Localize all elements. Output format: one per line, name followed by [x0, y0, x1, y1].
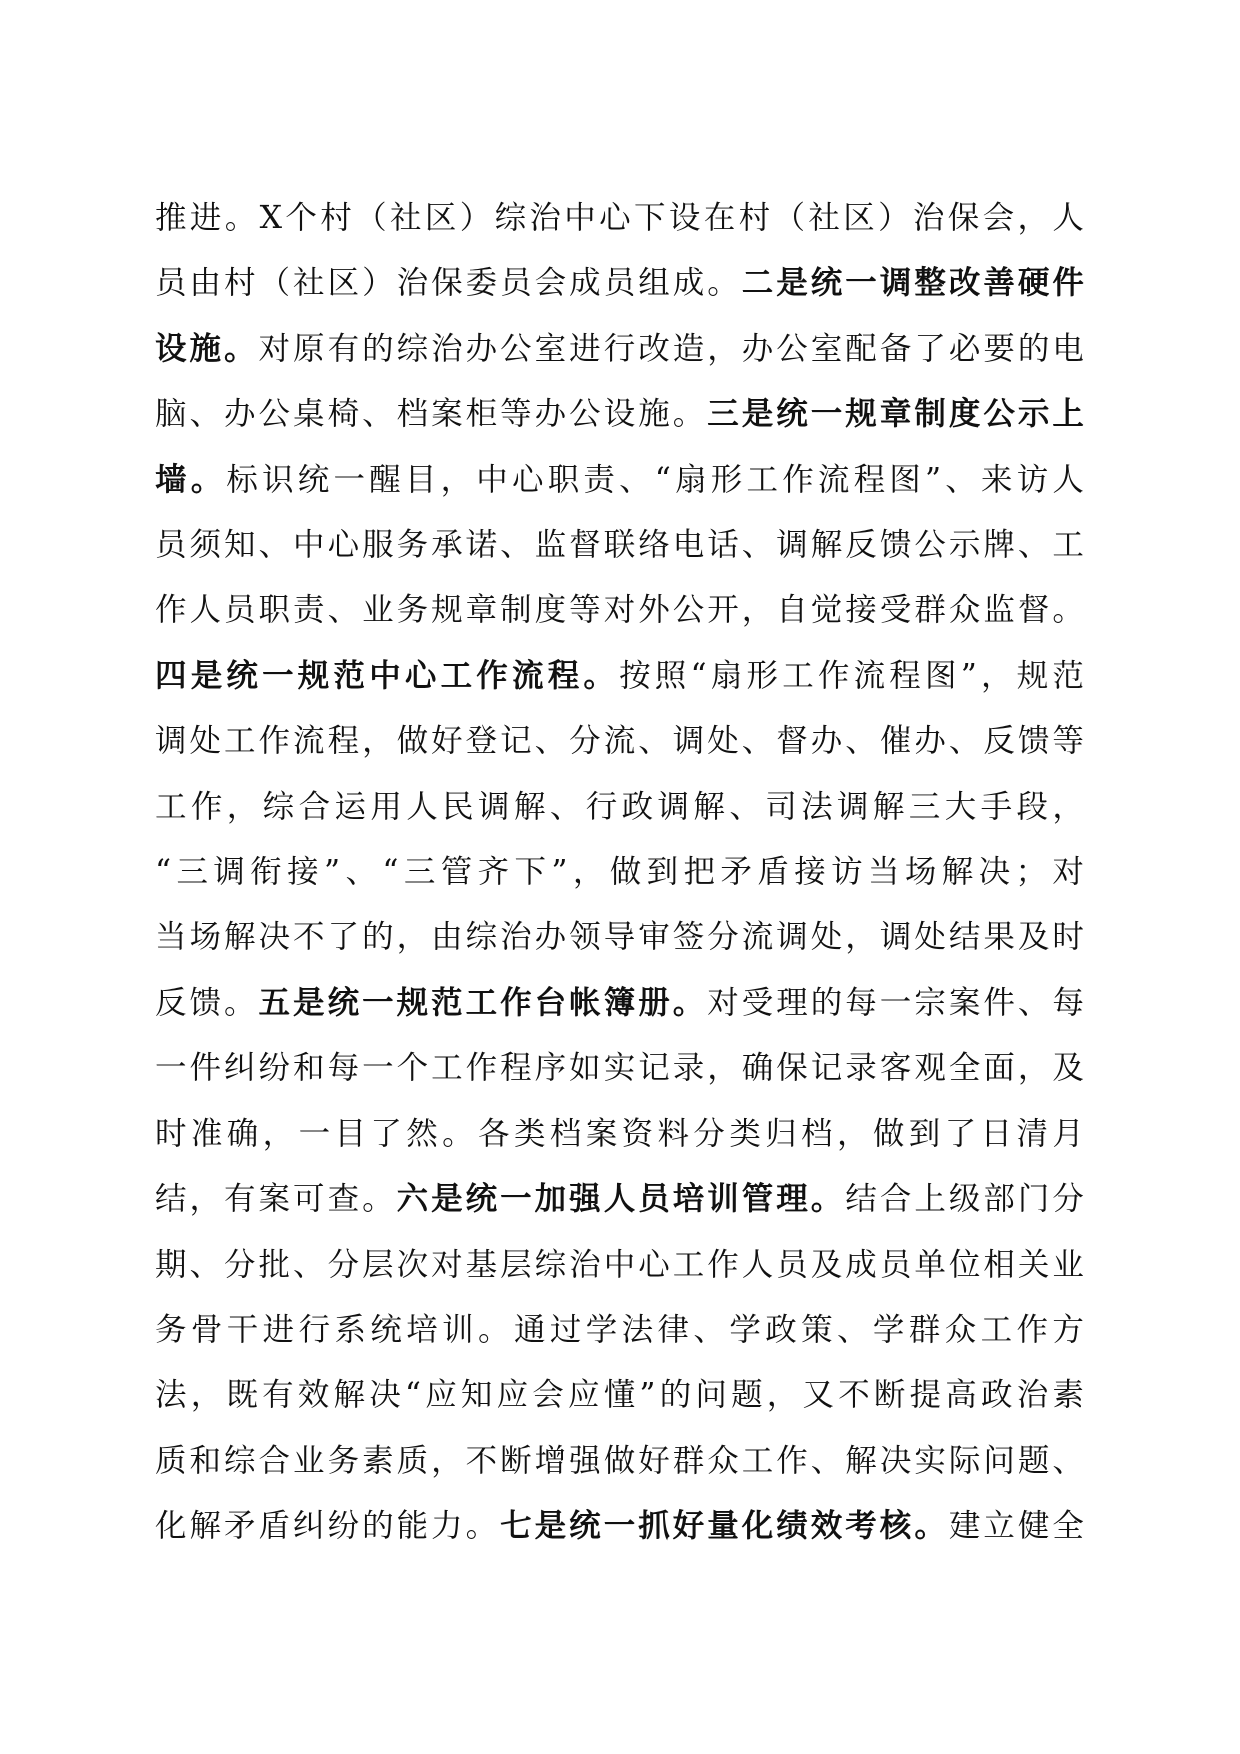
text-line [155, 251, 1085, 316]
text-line [155, 1233, 1085, 1298]
body-text-run: 建立健全 [948, 1508, 1085, 1545]
body-text-run: 法，既有效解决“应知应会应懂”的问题，又不断提高政治素 [155, 1377, 1085, 1414]
body-text-run: 结合上级部门分 [845, 1181, 1086, 1218]
body-text-run: 推进。X个村（社区）综治中心下设在村（社区）治保会，人 [155, 200, 1085, 236]
body-text-run: 工作，综合运用人民调解、行政调解、司法调解三大手段， [155, 788, 1085, 825]
text-line [155, 513, 1085, 578]
body-text-run: 质和综合业务素质，不断增强做好群众工作、解决实际问题、 [155, 1442, 1085, 1479]
body-text-run: 期、分批、分层次对基层综治中心工作人员及成员单位相关业 [155, 1246, 1085, 1283]
text-line [155, 775, 1085, 840]
body-text-run: 反馈。 [155, 984, 259, 1021]
text-line [155, 644, 1085, 709]
body-text-run: 当场解决不了的，由综治办领导审签分流调处，调处结果及时 [155, 919, 1085, 956]
bold-heading-phrase: 六是统一加强人员培训管理。 [396, 1181, 846, 1218]
text-line [155, 1036, 1085, 1101]
body-text-run: 按照“扇形工作流程图”，规范 [619, 657, 1085, 694]
text-line [155, 905, 1085, 970]
bold-heading-phrase: 二是统一调整改善硬件 [741, 265, 1085, 302]
bold-heading-phrase: 七是统一抓好量化绩效考核。 [500, 1508, 949, 1545]
body-paragraph [155, 186, 1085, 1560]
text-line [155, 448, 1085, 513]
bold-heading-phrase: 五是统一规范工作台帐簿册。 [258, 984, 708, 1021]
text-line [155, 1429, 1085, 1494]
body-text-run: 调处工作流程，做好登记、分流、调处、督办、催办、反馈等 [155, 723, 1085, 760]
body-text-run: 脑、办公桌椅、档案柜等办公设施。 [155, 396, 708, 433]
bold-heading-phrase: 墙。 [155, 461, 227, 498]
text-line [155, 1298, 1085, 1363]
body-text-run: 一件纠纷和每一个工作程序如实记录，确保记录客观全面，及 [155, 1050, 1085, 1087]
body-text-run: 作人员职责、业务规章制度等对外公开，自觉接受群众监督。 [155, 592, 1085, 629]
body-text-run: 员须知、中心服务承诺、监督联络电话、调解反馈公示牌、工 [155, 527, 1085, 564]
text-line [155, 971, 1085, 1036]
text-line [155, 1102, 1085, 1167]
text-line [155, 1167, 1085, 1232]
text-line [155, 1494, 1085, 1559]
body-text-run: 结，有案可查。 [155, 1181, 397, 1218]
body-text-run: 对原有的综治办公室进行改造，办公室配备了必要的电 [258, 330, 1085, 367]
bold-heading-phrase: 设施。 [155, 330, 259, 367]
body-text-run: 时准确，一目了然。各类档案资料分类归档，做到了日清月 [155, 1115, 1085, 1152]
text-line [155, 186, 1085, 251]
text-line [155, 317, 1085, 382]
text-line [155, 709, 1085, 774]
body-text-run: 务骨干进行系统培训。通过学法律、学政策、学群众工作方 [155, 1311, 1085, 1348]
body-text-run: 标识统一醒目，中心职责、“扇形工作流程图”、来访人 [226, 461, 1085, 498]
body-text-run: 员由村（社区）治保委员会成员组成。 [155, 265, 742, 302]
bold-heading-phrase: 四是统一规范中心工作流程。 [155, 657, 620, 694]
body-text-run: 对受理的每一宗案件、每 [707, 984, 1085, 1021]
text-line [155, 578, 1085, 643]
body-text-run: “三调衔接”、“三管齐下”，做到把矛盾接访当场解决；对 [155, 854, 1085, 891]
body-text-run: 化解矛盾纠纷的能力。 [155, 1508, 501, 1545]
text-line [155, 382, 1085, 447]
text-line [155, 1363, 1085, 1428]
text-line [155, 840, 1085, 905]
bold-heading-phrase: 三是统一规章制度公示上 [707, 396, 1085, 433]
